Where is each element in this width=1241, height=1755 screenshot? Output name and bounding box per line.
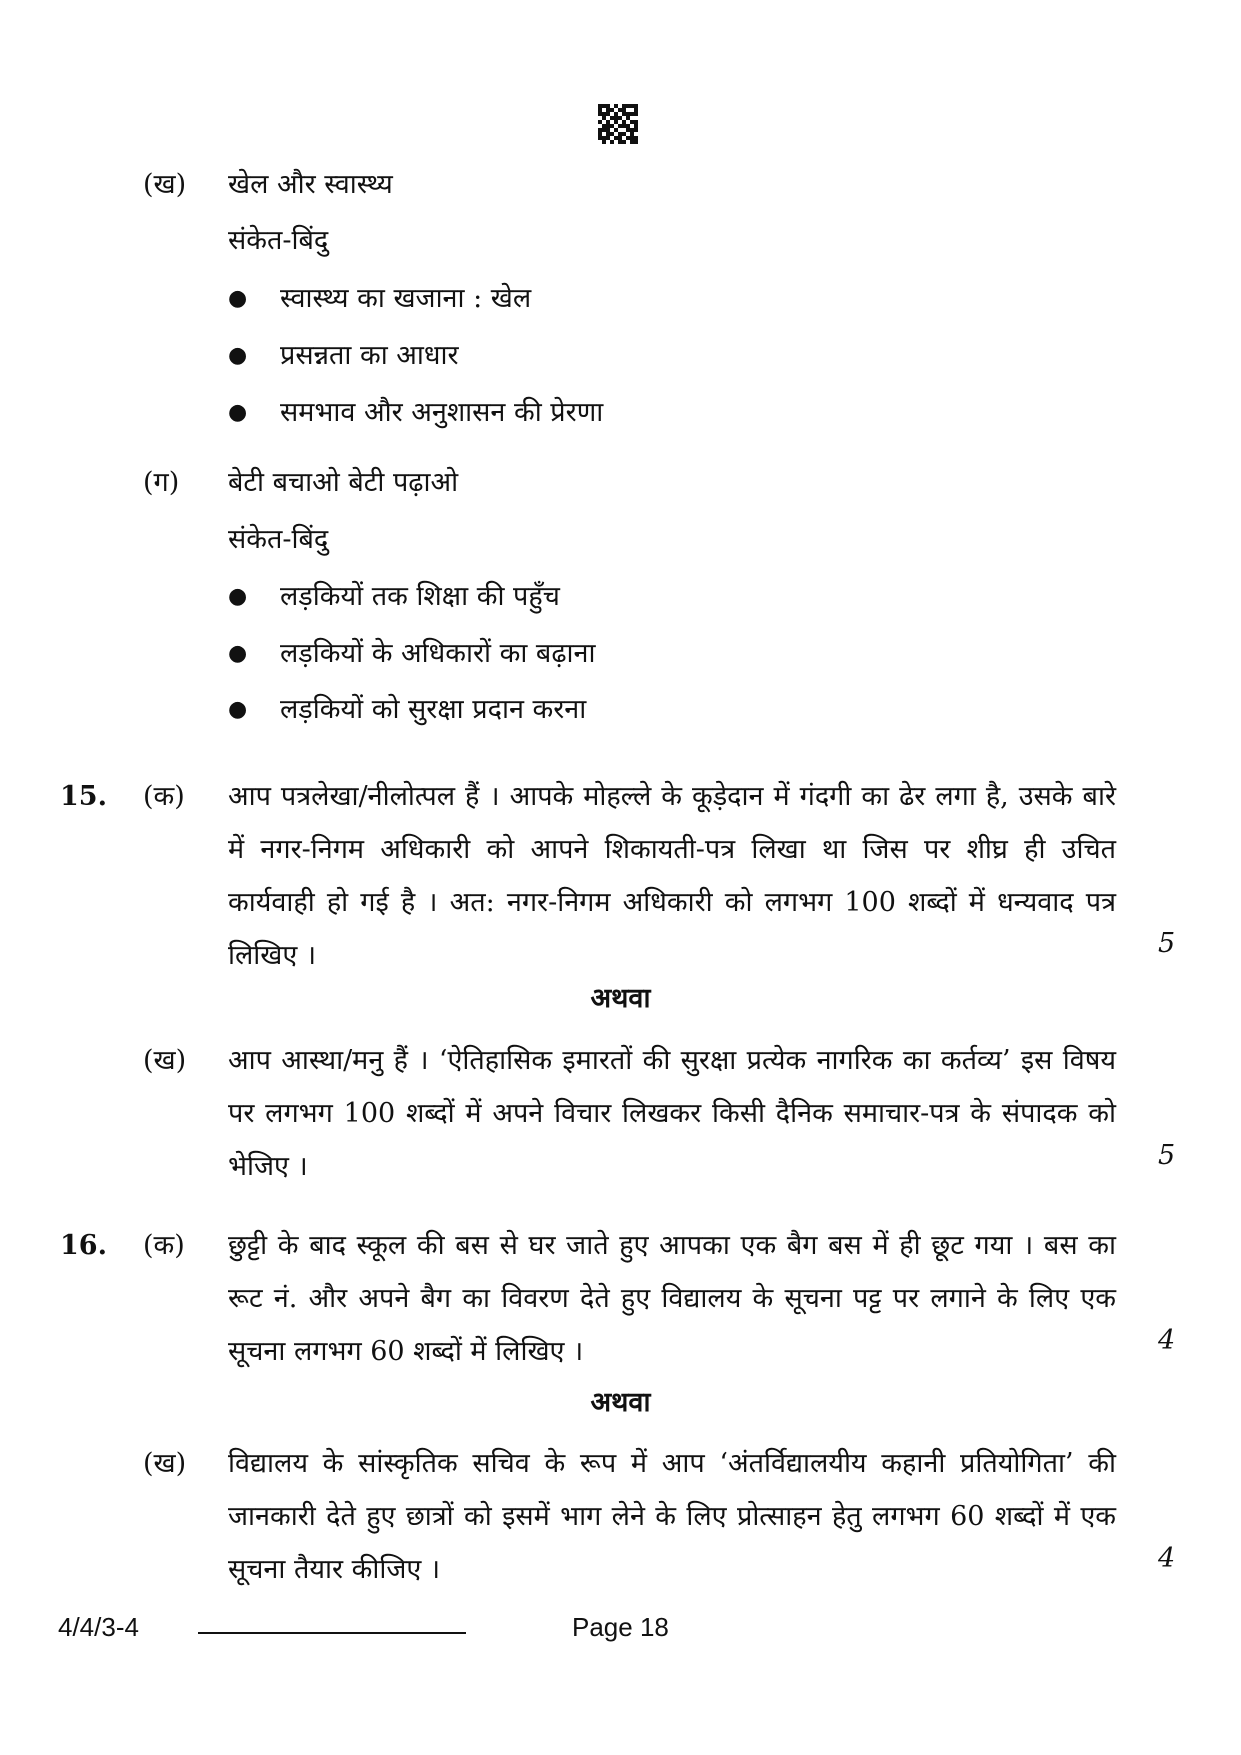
bullet-icon: ● [228,641,248,666]
bullet-icon: ● [228,400,248,425]
q14c-title: बेटी बचाओ बेटी पढ़ाओ [228,467,459,498]
q15-b-marks: 5 [1158,1140,1176,1171]
q14c-point-text: लड़कियों को सुरक्षा प्रदान करना [280,694,587,725]
q15-a-text: आप पत्रलेखा/नीलोत्पल हैं । आपके मोहल्ले के कूड़ेदान में गंदगी का ढेर लगा है, उसके बारे में नगर-निगम अधिकारी को आपने शिकायती-पत्र लिखा था जिस पर शीघ्र ही उचित कार्यवाही हो गई है । अत: नगर-निगम अधिकारी को लगभग 100 शब्दों में धन्यवाद पत्र लिखिए । [228,781,1116,971]
bullet-icon: ● [228,343,248,368]
q15-a-marks: 5 [1158,928,1176,959]
q14b-hints-heading: संकेत-बिंदु [228,225,329,256]
q14b-point-text: प्रसन्नता का आधार [280,340,459,371]
q15-a-label: (क) [143,781,185,812]
or-divider: अथवा [590,1387,651,1418]
q16-a-marks: 4 [1158,1325,1176,1356]
q15-b-text: आप आस्था/मनु हैं । ‘ऐतिहासिक इमारतों की सुरक्षा प्रत्येक नागरिक का कर्तव्य’ इस विषय पर लगभग 100 शब्दों में अपने विचार लिखकर किसी दैनिक समाचार-पत्र के संपादक को भेजिए । [228,1045,1116,1182]
question-number: 15. [60,781,107,812]
q14c-label: (ग) [143,467,180,498]
q14b-title: खेल और स्वास्थ्य [228,169,393,200]
paper-code: 4/4/3-4 [58,1612,139,1642]
qr-code [598,104,638,144]
or-divider: अथवा [590,983,651,1014]
page-number: Page 18 [572,1612,669,1642]
q14b-label: (ख) [143,169,187,200]
q14b-point-text: समभाव और अनुशासन की प्रेरणा [280,397,604,428]
bullet-icon: ● [228,697,248,722]
q15-b-label: (ख) [143,1045,187,1076]
footer-divider [198,1632,466,1634]
q16-a-label: (क) [143,1230,185,1261]
q16-a-text: छुट्टी के बाद स्कूल की बस से घर जाते हुए आपका एक बैग बस में ही छूट गया । बस का रूट नं. और अपने बैग का विवरण देते हुए विद्यालय के सूचना पट्ट पर लगाने के लिए एक सूचना लगभग 60 शब्दों में लिखिए । [228,1230,1116,1367]
q16-b-label: (ख) [143,1448,187,1479]
q14b-point-text: स्वास्थ्य का खजाना : खेल [280,283,532,314]
question-number: 16. [60,1230,107,1261]
q16-b-marks: 4 [1158,1543,1176,1574]
q16-b-text: विद्यालय के सांस्कृतिक सचिव के रूप में आप ‘अंतर्विद्यालयीय कहानी प्रतियोगिता’ की जानकारी देते हुए छात्रों को इसमें भाग लेने के लिए प्रोत्साहन हेतु लगभग 60 शब्दों में एक सूचना तैयार कीजिए । [228,1448,1116,1585]
q14c-point-text: लड़कियों तक शिक्षा की पहुँच [280,581,560,612]
bullet-icon: ● [228,584,248,609]
q14c-point-text: लड़कियों के अधिकारों का बढ़ाना [280,638,596,669]
q14c-hints-heading: संकेत-बिंदु [228,524,329,555]
bullet-icon: ● [228,286,248,311]
